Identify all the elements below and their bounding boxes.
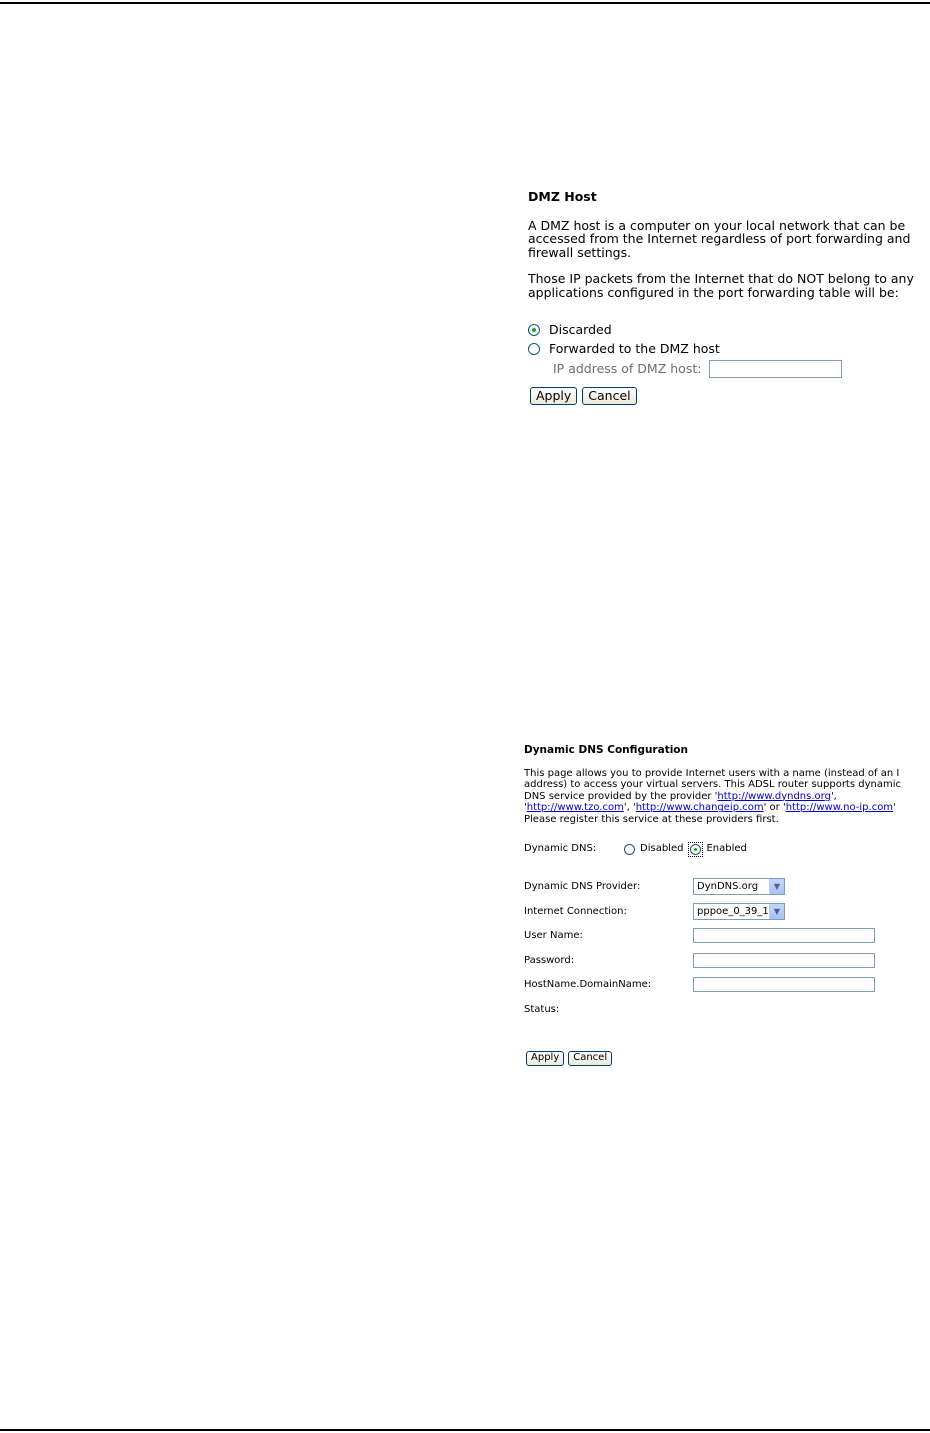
dmz-options	[528, 320, 918, 379]
ddns-fields	[524, 875, 924, 1022]
page-top-rule	[0, 2, 930, 4]
dmz-ip-label: IP address of DMZ host:	[553, 360, 702, 376]
chevron-down-icon[interactable]: ▼	[769, 904, 784, 919]
noip-link[interactable]: http://www.no-ip.com	[785, 802, 894, 814]
discarded-radio[interactable]	[528, 324, 540, 336]
discarded-label: Discarded	[549, 321, 612, 337]
dynamic-dns-row	[524, 842, 924, 857]
chevron-down-icon[interactable]: ▼	[769, 879, 784, 894]
status-label: Status:	[524, 1003, 560, 1015]
provider-select[interactable]	[693, 878, 785, 895]
provider-value: DynDNS.org	[697, 881, 759, 893]
desc-text: '	[893, 802, 896, 814]
dmz-buttons	[530, 387, 918, 405]
connection-label: Internet Connection:	[524, 905, 627, 917]
enabled-radio-focus[interactable]	[688, 842, 703, 857]
dmz-ip-row	[553, 358, 918, 379]
dmz-title: DMZ Host	[528, 189, 597, 204]
username-row	[524, 924, 924, 949]
enabled-radio[interactable]	[690, 844, 701, 855]
changeip-link[interactable]: http://www.changeip.com	[635, 802, 764, 814]
status-row	[524, 997, 924, 1022]
ddns-apply-button[interactable]: Apply	[526, 1051, 564, 1066]
connection-value: pppoe_0_39_1	[697, 905, 769, 917]
ddns-panel	[524, 745, 924, 1066]
dmz-description: A DMZ host is a computer on your local network that can be accessed from the Internet regardless of port forwarding and firewall settings.	[528, 217, 911, 260]
provider-row	[524, 875, 924, 900]
ddns-title: Dynamic DNS Configuration	[524, 744, 689, 756]
disabled-label: Disabled	[640, 843, 684, 855]
tzo-link[interactable]: http://www.tzo.com	[526, 802, 624, 814]
ddns-buttons	[526, 1051, 924, 1066]
forwarded-option[interactable]	[528, 339, 918, 358]
discarded-option[interactable]	[528, 320, 918, 339]
desc-text: ' or '	[763, 802, 786, 814]
page-bottom-rule	[0, 1429, 930, 1431]
password-input[interactable]	[693, 953, 875, 968]
password-row	[524, 948, 924, 973]
ddns-description-line-5: Please register this service at these providers first.	[524, 813, 779, 825]
dmz-apply-button[interactable]: Apply	[530, 387, 577, 405]
desc-text: ', '	[623, 802, 636, 814]
username-input[interactable]	[693, 928, 875, 943]
forwarded-radio[interactable]	[528, 343, 540, 355]
dmz-ip-input[interactable]	[709, 360, 842, 378]
hostname-label: HostName.DomainName:	[524, 979, 652, 991]
username-label: User Name:	[524, 930, 583, 942]
desc-text: ',	[830, 790, 837, 802]
provider-label: Dynamic DNS Provider:	[524, 881, 641, 893]
dmz-question: Those IP packets from the Internet that do NOT belong to any applications configured in the port forwarding table will be:	[528, 271, 914, 300]
hostname-input[interactable]	[693, 977, 875, 992]
password-label: Password:	[524, 954, 575, 966]
ddns-description-line-4	[524, 802, 916, 814]
enabled-label: Enabled	[706, 843, 747, 855]
hostname-row	[524, 973, 924, 998]
ddns-description-line-2: address) to access your virtual servers. This ADSL router supports dynamic	[524, 779, 901, 791]
dynamic-dns-label: Dynamic DNS:	[524, 843, 597, 855]
ddns-description-line-3	[524, 791, 916, 803]
connection-select[interactable]	[693, 903, 785, 920]
desc-text: DNS service provided by the provider '	[524, 790, 718, 802]
desc-text: '	[524, 802, 527, 814]
dmz-cancel-button[interactable]: Cancel	[582, 387, 636, 405]
disabled-radio[interactable]	[624, 844, 635, 855]
connection-row	[524, 899, 924, 924]
forwarded-label: Forwarded to the DMZ host	[549, 340, 720, 356]
ddns-description-line-1: This page allows you to provide Internet users with a name (instead of an I	[524, 767, 900, 779]
ddns-cancel-button[interactable]: Cancel	[568, 1051, 612, 1066]
dyndns-link[interactable]: http://www.dyndns.org	[717, 790, 831, 802]
dmz-host-panel	[528, 190, 918, 405]
